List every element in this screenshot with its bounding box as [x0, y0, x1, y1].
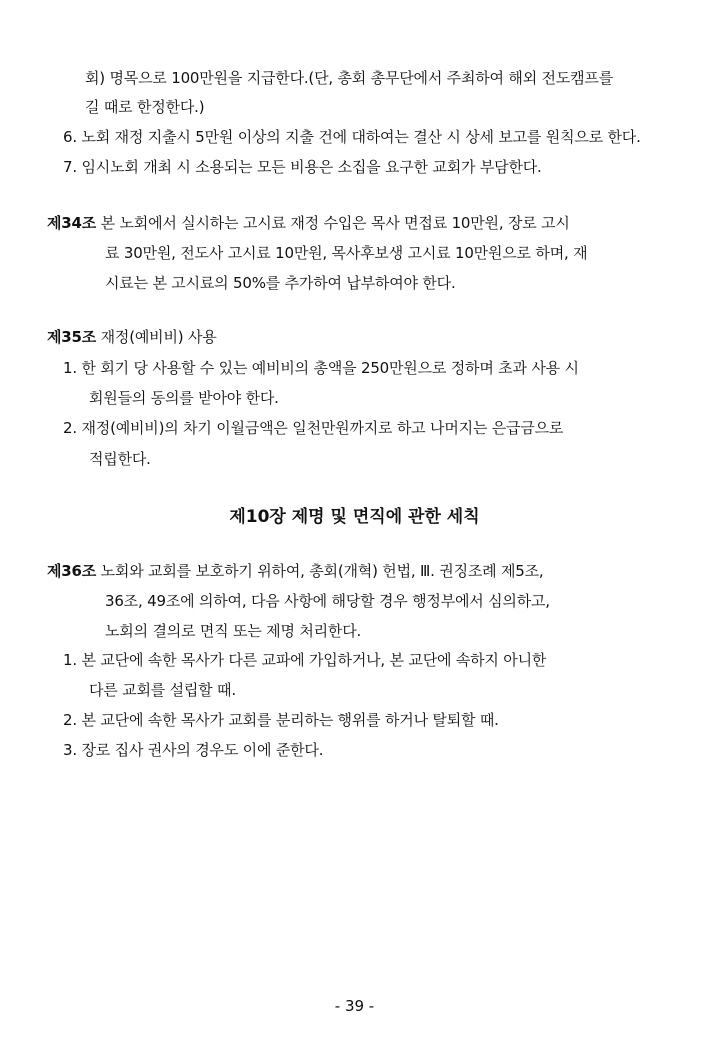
article-36-line: 노회의 결의로 면직 또는 제명 처리한다.	[105, 622, 362, 640]
item-text: 임시노회 개최 시 소용되는 모든 비용은 소집을 요구한 교회가 부담한다.	[81, 158, 542, 176]
article-label: 제35조	[47, 328, 97, 346]
list-item-continuation: 적립한다.	[89, 450, 151, 468]
continuation-line: 회) 명목으로 100만원을 지급한다.(단, 총회 총무단에서 주최하여 해외 전도캠프를	[85, 69, 614, 87]
item-number: 2.	[63, 419, 77, 437]
item-text: 한 회기 당 사용할 수 있는 예비비의 총액을 250만원으로 정하며 초과 사용 시	[81, 359, 579, 377]
item-text: 본 교단에 속한 목사가 다른 교파에 가입하거나, 본 교단에 속하지 아니한	[81, 651, 547, 669]
list-item	[63, 127, 641, 147]
list-item	[63, 418, 563, 438]
page-number: - 39 -	[334, 997, 375, 1015]
item-number: 1.	[63, 359, 77, 377]
article-34-line: 시료는 본 고시료의 50%를 추가하여 납부하여야 한다.	[105, 274, 456, 292]
item-number: 7.	[63, 158, 77, 176]
article-35	[47, 327, 217, 347]
article-label: 제34조	[47, 214, 97, 232]
item-number: 6.	[63, 128, 77, 146]
item-text: 장로 집사 권사의 경우도 이에 준한다.	[81, 741, 324, 759]
list-item	[63, 710, 499, 730]
list-item-continuation: 회원들의 동의를 받아야 한다.	[89, 389, 279, 407]
list-item-continuation: 다른 교회를 설립할 때.	[89, 681, 236, 699]
continuation-line: 길 때로 한정한다.)	[85, 98, 205, 116]
item-text: 재정(예비비)의 차기 이월금액은 일천만원까지로 하고 나머지는 은급금으로	[81, 419, 564, 437]
item-text: 노회 재정 지출시 5만원 이상의 지출 건에 대하여는 결산 시 상세 보고를 원칙으로 한다.	[81, 128, 641, 146]
article-34-line: 료 30만원, 전도사 고시료 10만원, 목사후보생 고시료 10만원으로 하며, 재	[105, 244, 588, 262]
article-title: 재정(예비비) 사용	[100, 328, 217, 346]
article-label: 제36조	[47, 562, 97, 580]
chapter-title: 제10장 제명 및 면직에 관한 세칙	[229, 507, 480, 527]
item-number: 2.	[63, 711, 77, 729]
item-text: 본 교단에 속한 목사가 교회를 분리하는 행위를 하거나 탈퇴할 때.	[81, 711, 499, 729]
article-36-line: 36조, 49조에 의하여, 다음 사항에 해당할 경우 행정부에서 심의하고,	[105, 592, 550, 610]
list-item	[63, 650, 546, 670]
list-item	[63, 740, 323, 760]
article-text: 노회와 교회를 보호하기 위하여, 총회(개혁) 헌법, Ⅲ. 권징조례 제5조,	[100, 562, 544, 580]
item-number: 1.	[63, 651, 77, 669]
item-number: 3.	[63, 741, 77, 759]
article-text: 본 노회에서 실시하는 고시료 재정 수입은 목사 면접료 10만원, 장로 고시	[100, 214, 570, 232]
article-36	[47, 561, 544, 581]
list-item	[63, 358, 579, 378]
article-34	[47, 213, 570, 233]
list-item	[63, 157, 542, 177]
